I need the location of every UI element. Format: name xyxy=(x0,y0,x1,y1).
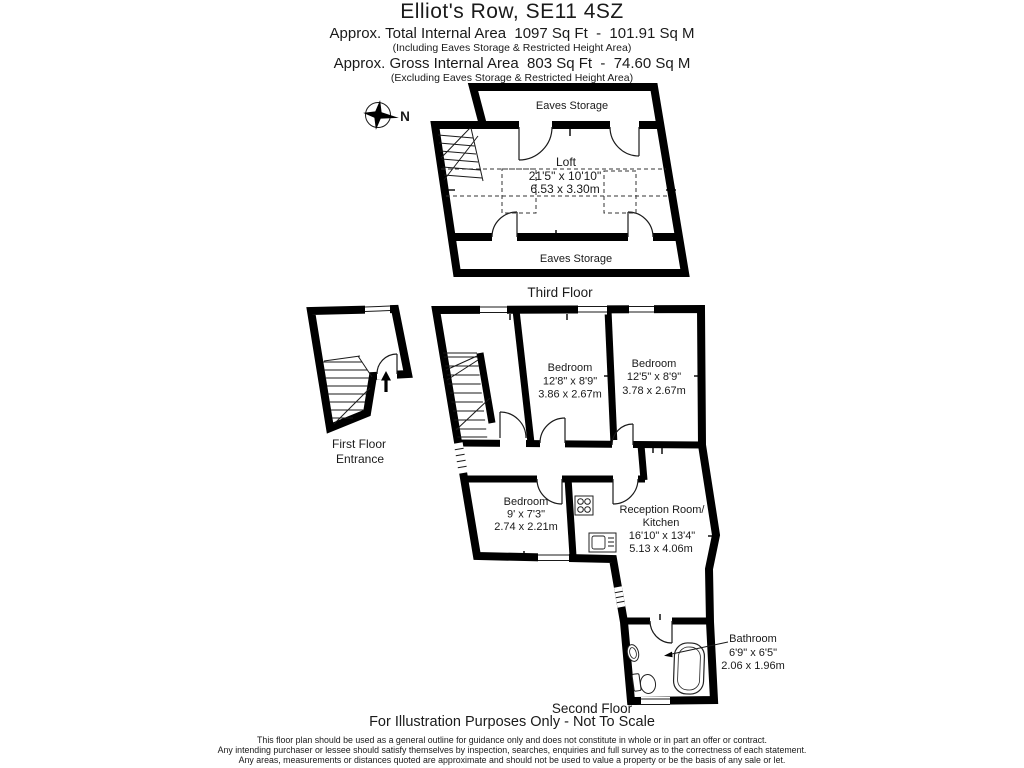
gross-internal-area: Approx. Gross Internal Area 803 Sq Ft - 74.60 Sq M xyxy=(333,55,691,72)
page-title: Elliot's Row, SE11 4SZ xyxy=(400,0,624,23)
gross-area-note: (Excluding Eaves Storage & Restricted Height Area) xyxy=(390,72,634,84)
total-area-note: (Including Eaves Storage & Restricted Height Area) xyxy=(392,42,632,54)
bedroom2-name: Bedroom xyxy=(631,358,677,370)
second-floor-plan xyxy=(436,305,785,717)
illustration-note: For Illustration Purposes Only - Not To Scale xyxy=(369,714,655,730)
window xyxy=(365,305,390,314)
bathroom-dim-imperial: 6'9" x 6'5" xyxy=(728,647,778,659)
kitchen-hob-icon xyxy=(575,496,593,515)
disclaimer-block xyxy=(0,736,1024,765)
loft-name: Loft xyxy=(555,155,577,169)
bedroom2-dim-metric: 3.78 x 2.67m xyxy=(622,385,686,397)
bedroom1-dim-imperial: 12'8" x 8'9" xyxy=(542,375,598,388)
compass-icon xyxy=(361,98,410,133)
bedroom3-name: Bedroom xyxy=(503,496,549,508)
bedroom3-dim-metric: 2.74 x 2.21m xyxy=(494,521,558,533)
bathroom-dim-metric: 2.06 x 1.96m xyxy=(721,660,785,672)
bedroom2-dim-imperial: 12'5" x 8'9" xyxy=(626,371,682,383)
eaves-storage-bottom-label: Eaves Storage xyxy=(539,253,613,265)
disclaimer-line3: Any areas, measurements or distances quoted are approximate and should not be used to value a property or be the basis of any sale or let. xyxy=(238,754,786,765)
toilet-icon xyxy=(632,674,657,695)
first-floor-label-line2: Entrance xyxy=(335,452,385,466)
loft-dim-imperial: 21'5" x 10'10" xyxy=(528,169,602,183)
bedroom3-dim-imperial: 9' x 7'3" xyxy=(506,508,546,521)
disclaimer-line1: This floor plan should be used as a general outline for guidance only and does not constitute in whole or in part an offer or contract. xyxy=(257,735,767,745)
reception-name-line2: Kitchen xyxy=(642,517,680,529)
reception-name-line1: Reception Room/ xyxy=(619,504,705,516)
reception-dim-imperial: 16'10" x 13'4" xyxy=(628,530,696,542)
bedroom1-name: Bedroom xyxy=(547,362,593,374)
first-floor-label-line1: First Floor xyxy=(332,437,386,451)
bedroom1-dim-metric: 3.86 x 2.67m xyxy=(538,388,602,401)
total-internal-area: Approx. Total Internal Area 1097 Sq Ft - 101.91 Sq M xyxy=(329,25,695,42)
bathroom-name: Bathroom xyxy=(729,633,777,645)
second-floor-label: Second Floor xyxy=(551,701,633,716)
eaves-storage-top-label: Eaves Storage xyxy=(535,100,609,112)
compass-north-label: N xyxy=(400,109,410,124)
reception-dim-metric: 5.13 x 4.06m xyxy=(629,543,693,555)
third-floor-plan xyxy=(435,87,685,300)
first-floor-entrance-plan xyxy=(311,305,408,466)
disclaimer-line2: Any intending purchaser or lessee should satisfy themselves by inspection, searches, enquiries and full survey as to the correctness of each statement. xyxy=(217,744,807,755)
kitchen-sink-icon xyxy=(589,533,616,552)
loft-dim-metric: 6.53 x 3.30m xyxy=(530,182,600,196)
third-floor-label: Third Floor xyxy=(527,285,593,300)
